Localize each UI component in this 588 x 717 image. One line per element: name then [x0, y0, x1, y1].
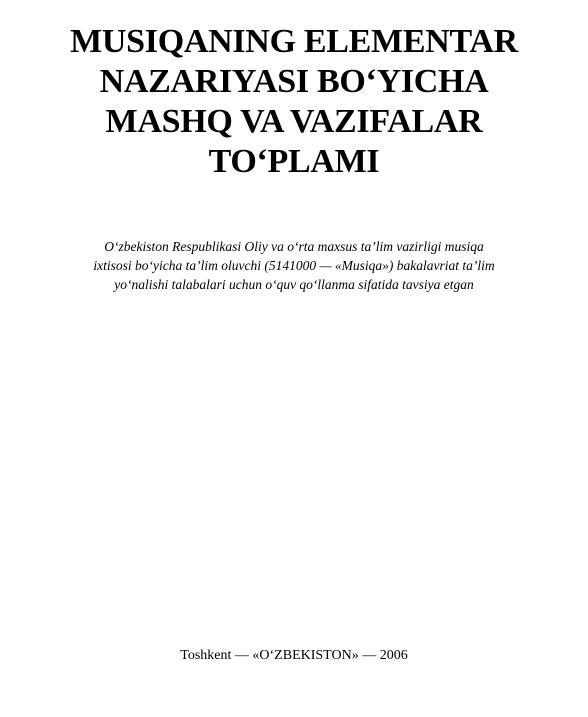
approval-note — [40, 237, 548, 294]
book-title — [30, 22, 558, 182]
book-title-line-1: MUSIQANING ELEMENTAR — [70, 23, 518, 60]
approval-note-line-3: yo‘nalishi talabalari uchun o‘quv qo‘llanma sifatida tavsiya etgan — [114, 277, 474, 292]
approval-note-line-1: O‘zbekiston Respublikasi Oliy va o‘rta maxsus ta’lim vazirligi musiqa — [104, 239, 484, 254]
book-title-line-3: MASHQ VA VAZIFALAR — [105, 103, 483, 140]
approval-note-line-2: ixtisosi bo‘yicha ta’lim oluvchi (5141000 — «Musiqa») bakalavriat ta’lim — [93, 258, 495, 273]
book-title-line-4: TO‘PLAMI — [208, 143, 380, 180]
publisher-imprint: Toshkent — «O‘ZBEKISTON» — 2006 — [180, 648, 408, 663]
book-title-line-2: NAZARIYASI BO‘YICHA — [99, 63, 489, 100]
